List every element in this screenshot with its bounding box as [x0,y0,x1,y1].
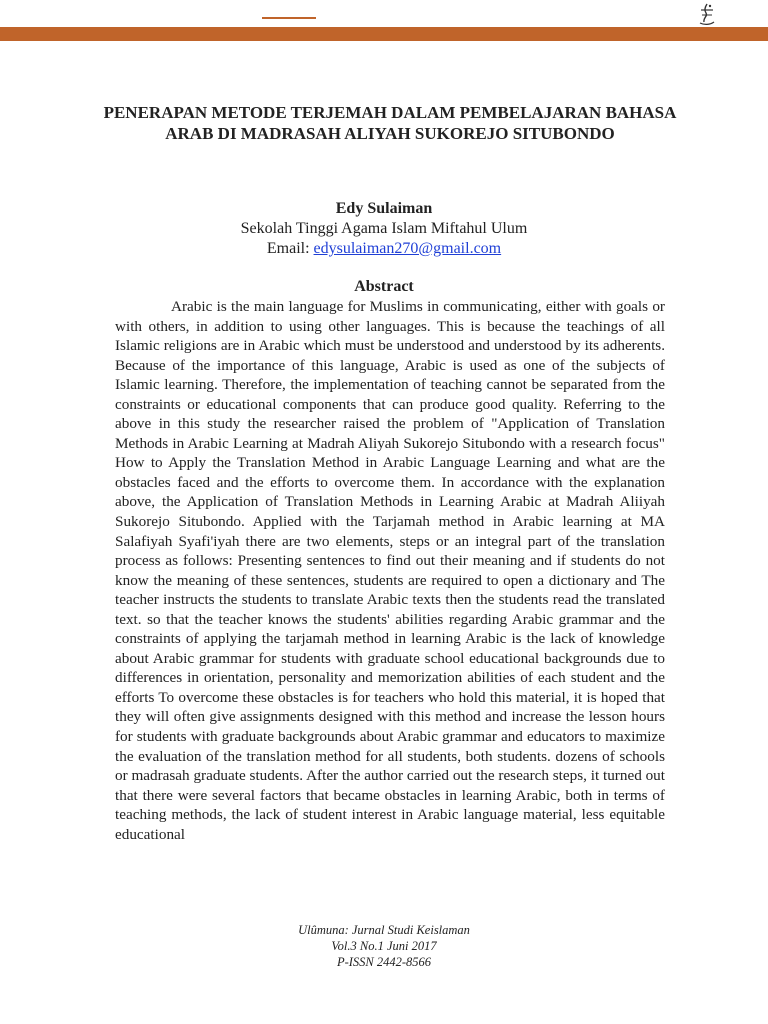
header-bar [0,27,768,41]
footer-journal-name: Ulûmuna: Jurnal Studi Keislaman [298,923,470,937]
paper-title: PENERAPAN METODE TERJEMAH DALAM PEMBELAJARAN BAHASA ARAB DI MADRASAH ALIYAH SUKOREJO SITUBONDO [103,103,677,143]
journal-logo-icon [698,2,716,26]
footer-issn: P-ISSN 2442-8566 [336,955,432,969]
header-underline [262,17,316,19]
email-link[interactable]: edysulaiman270@gmail.com [313,240,502,257]
footer-volume: Vol.3 No.1 Juni 2017 [331,939,437,953]
page-footer [0,922,768,970]
abstract-body: Arabic is the main language for Muslims in communicating, either with goals or with others, in addition to using other languages. This is because the teachings of all Islamic religions are in Arabic which must be understood and understood by its adherents. Because of the importance of this language, Arabic is used as one of the subjects of Islamic learning. Therefore, the implementation of teaching cannot be separated from the constraints or educational components that can produce good quality. Referring to the above in this study the researcher raised the problem of "Application of Translation Methods in Arabic Learning at Madrah Aliyah Sukorejo Situbondo with a research focus" How to Apply the Translation Method in Arabic Language Learning and what are the obstacles faced and the efforts to overcome them. In accordance with the explanation above, the Application of Translation Methods in Learning Arabic at Madrah Aliiyah Sukorejo Situbondo. Applied with the Tarjamah method in Arabic learning at MA Salafiyah Syafi'iyah there are two elements, steps or an integral part of the translation process as follows: Presenting sentences to find out their meaning and if students do not know the meaning of these sentences, students are required to open a dictionary and The teacher instructs the students to translate Arabic texts then the students read the translated text. so that the teacher knows the students' abilities regarding Arabic grammar and the constraints of applying the tarjamah method in learning Arabic is the lack of knowledge about Arabic grammar for students with graduate school educational backgrounds due to differences in orientation, personality and memorization abilities of each student and the efforts To overcome these obstacles is for teachers who hold this material, it is hoped that they will often give assignments designed with this method and increase the lesson hours for students with graduate backgrounds about Arabic grammar and educators to maximize the evaluation of the translation method for all students, both students. dozens of schools or madrasah graduate students. After the author carried out the research steps, it turned out that there were several factors that became obstacles in learning Arabic, both in terms of teaching methods, the lack of student interest in Arabic language material, less equitable educational [115,298,665,843]
email-line [0,239,768,259]
abstract-heading: Abstract [354,278,414,295]
email-label: Email: [266,240,314,257]
author-name: Edy Sulaiman [335,200,433,217]
author-affiliation: Sekolah Tinggi Agama Islam Miftahul Ulum [240,220,528,237]
